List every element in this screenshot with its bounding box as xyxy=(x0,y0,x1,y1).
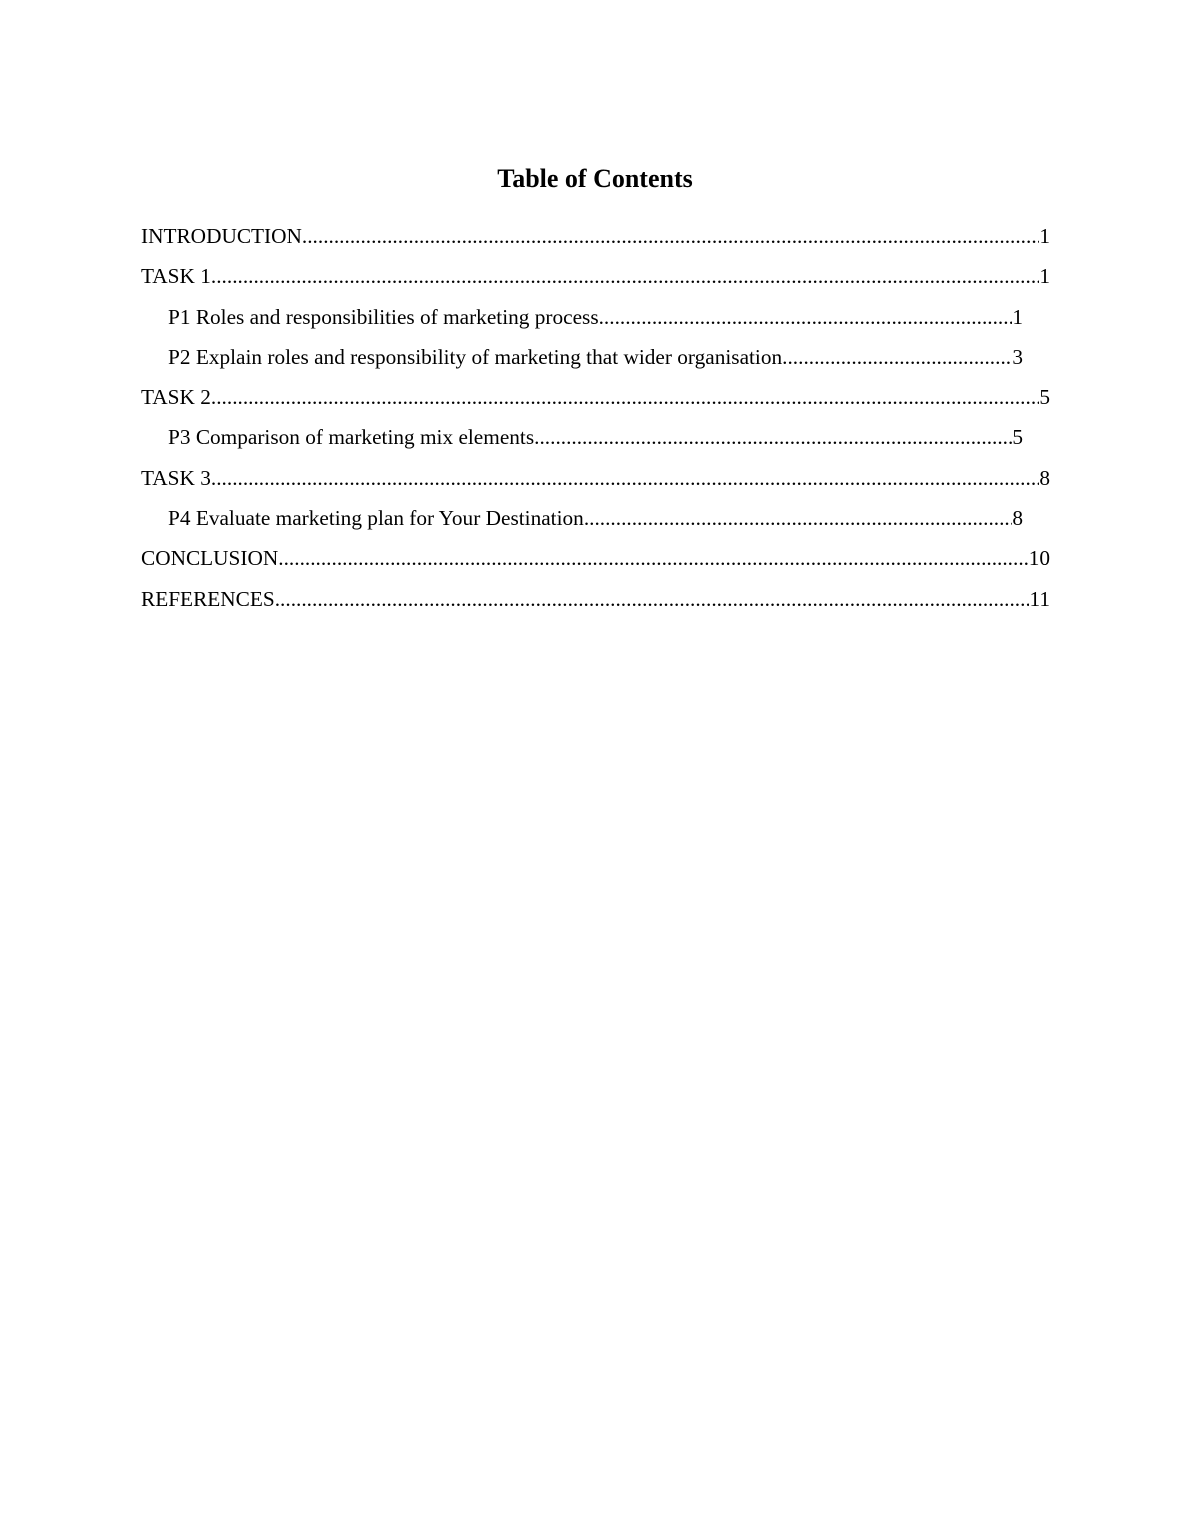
toc-entry-label: TASK 3 xyxy=(141,465,211,490)
toc-page-number: 3 xyxy=(1012,344,1023,369)
toc-dot-leader xyxy=(782,341,1012,373)
toc-page-number: 11 xyxy=(1029,586,1050,611)
toc-entry-label: INTRODUCTION xyxy=(141,224,302,248)
toc-page-number: 10 xyxy=(1028,546,1050,571)
toc-entry-p4[interactable] xyxy=(168,502,1023,542)
toc-entry-conclusion[interactable] xyxy=(141,542,1050,582)
toc-entry-task-1[interactable] xyxy=(141,260,1050,300)
toc-dot-leader xyxy=(534,421,1012,453)
toc-dot-leader xyxy=(275,583,1030,615)
toc-entry-references[interactable] xyxy=(141,583,1050,623)
toc-dot-leader xyxy=(584,502,1013,534)
toc-page-number: 8 xyxy=(1039,465,1050,490)
toc-entry-label: CONCLUSION xyxy=(141,546,279,571)
toc-dot-leader xyxy=(211,462,1039,494)
toc-entry-label: P4 Evaluate marketing plan for Your Destination xyxy=(168,506,584,531)
toc-entry-introduction[interactable] xyxy=(141,220,1050,260)
toc-dot-leader xyxy=(302,220,1039,252)
toc-entry-label: TASK 1 xyxy=(141,264,211,289)
toc-page-number: 1 xyxy=(1039,224,1050,248)
toc-entry-task-3[interactable] xyxy=(141,462,1050,502)
toc-entry-label: P1 Roles and responsibilities of marketing process xyxy=(168,304,599,329)
toc-entry-label: REFERENCES xyxy=(141,586,275,611)
toc-page-number: 8 xyxy=(1012,506,1023,531)
toc-dot-leader xyxy=(211,381,1039,413)
toc-entry-label: TASK 2 xyxy=(141,385,211,410)
toc-entry-task-2[interactable] xyxy=(141,381,1050,421)
toc-dot-leader xyxy=(211,260,1039,292)
toc-entry-p3[interactable] xyxy=(168,421,1023,461)
toc-title: Table of Contents xyxy=(497,164,693,193)
toc-entry-label: P3 Comparison of marketing mix elements xyxy=(168,425,535,450)
toc-page-number: 5 xyxy=(1012,425,1023,450)
toc-entry-label: P2 Explain roles and responsibility of marketing that wider organisation xyxy=(168,344,783,369)
table-of-contents xyxy=(0,220,1190,623)
toc-page-number: 1 xyxy=(1012,304,1023,329)
toc-dot-leader xyxy=(278,542,1028,574)
toc-entry-p2[interactable] xyxy=(168,341,1023,381)
toc-page-number: 1 xyxy=(1039,264,1050,289)
toc-dot-leader xyxy=(599,301,1013,333)
toc-entry-p1[interactable] xyxy=(168,301,1023,341)
toc-page-number: 5 xyxy=(1039,385,1050,410)
